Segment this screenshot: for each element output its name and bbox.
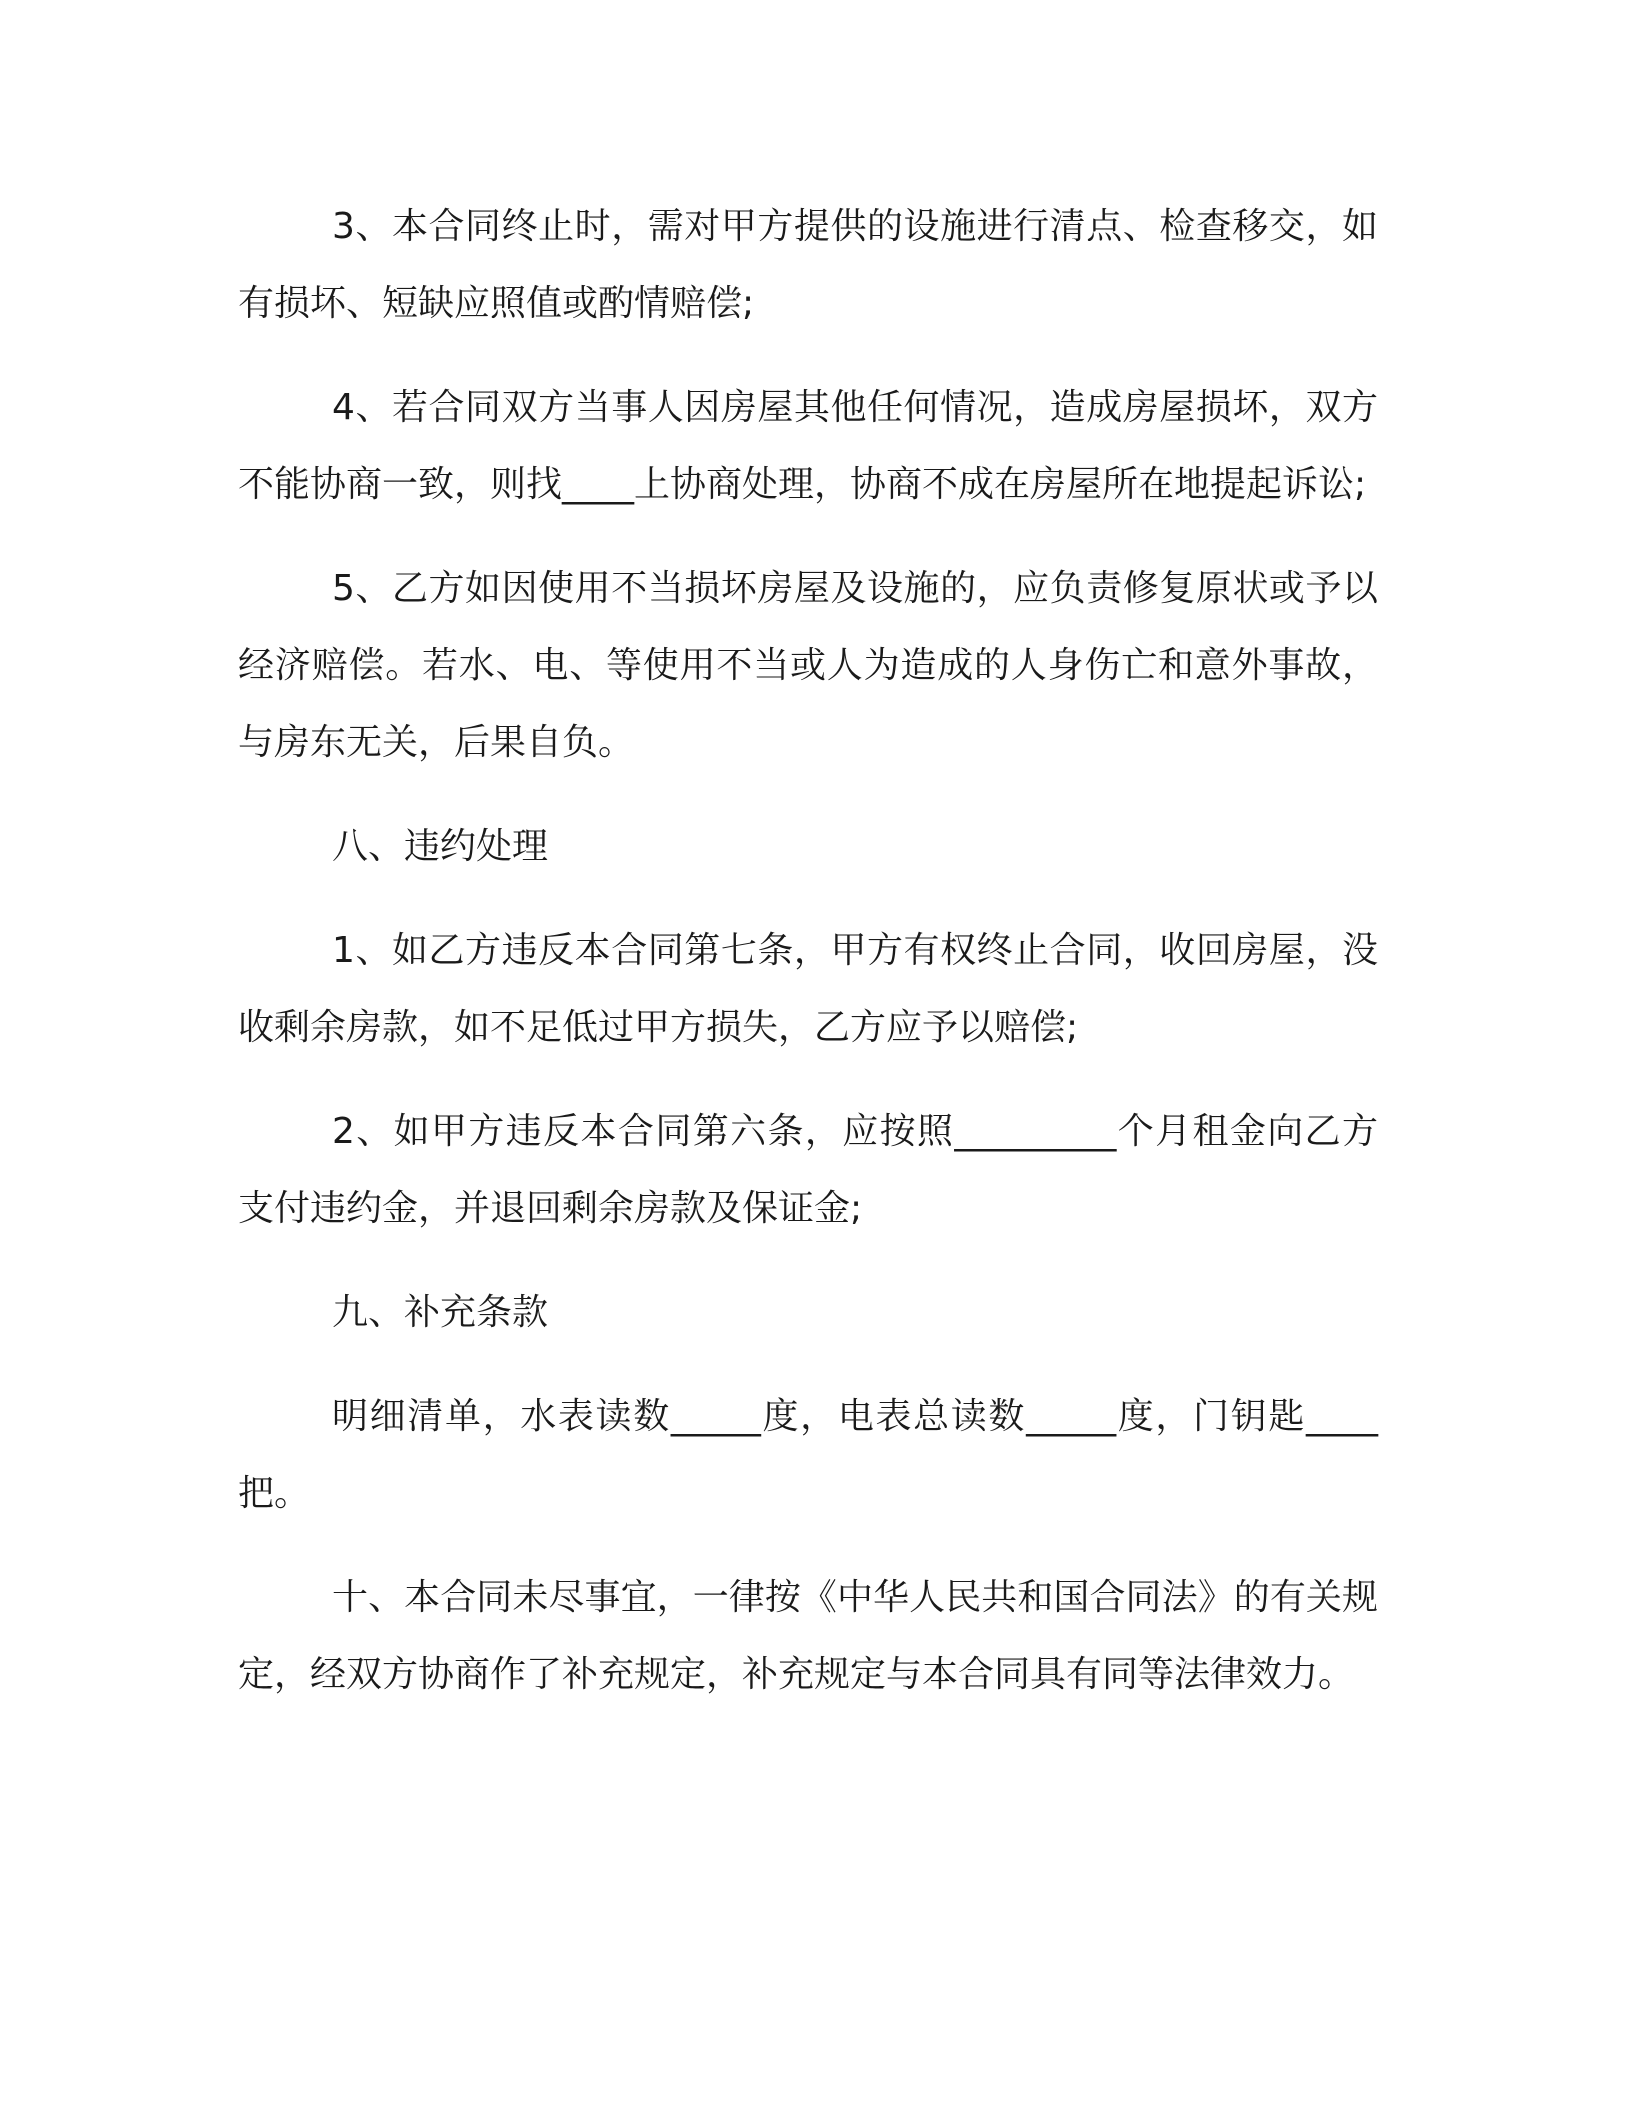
section-8-heading: 八、违约处理 (332, 826, 549, 867)
section-10-paragraph: 十、本合同未尽事宜，一律按《中华人民共和国合同法》的有关规定，经双方协商作了补充规定，补充规定与本合同具有同等法律效力。 (238, 1577, 1378, 1695)
clause-9-detail-paragraph: 明细清单，水表读数_____度，电表总读数_____度，门钥匙____把。 (238, 1396, 1378, 1514)
document-body (238, 188, 1378, 1713)
clause-7-3-paragraph: 3、本合同终止时，需对甲方提供的设施进行清点、检查移交，如有损坏、短缺应照值或酌情赔偿; (238, 206, 1378, 324)
section-9-heading: 九、补充条款 (332, 1292, 549, 1333)
clause-8-1-paragraph: 1、如乙方违反本合同第七条，甲方有权终止合同，收回房屋，没收剩余房款，如不足低过甲方损失，乙方应予以赔偿; (238, 930, 1378, 1048)
clause-7-4-paragraph: 4、若合同双方当事人因房屋其他任何情况，造成房屋损坏，双方不能协商一致，则找____上协商处理，协商不成在房屋所在地提起诉讼; (238, 387, 1378, 505)
clause-7-5-paragraph: 5、乙方如因使用不当损坏房屋及设施的，应负责修复原状或予以经济赔偿。若水、电、等使用不当或人为造成的人身伤亡和意外事故，与房东无关，后果自负。 (238, 568, 1378, 763)
clause-8-2-paragraph: 2、如甲方违反本合同第六条，应按照_________个月租金向乙方支付违约金，并退回剩余房款及保证金; (238, 1111, 1378, 1229)
